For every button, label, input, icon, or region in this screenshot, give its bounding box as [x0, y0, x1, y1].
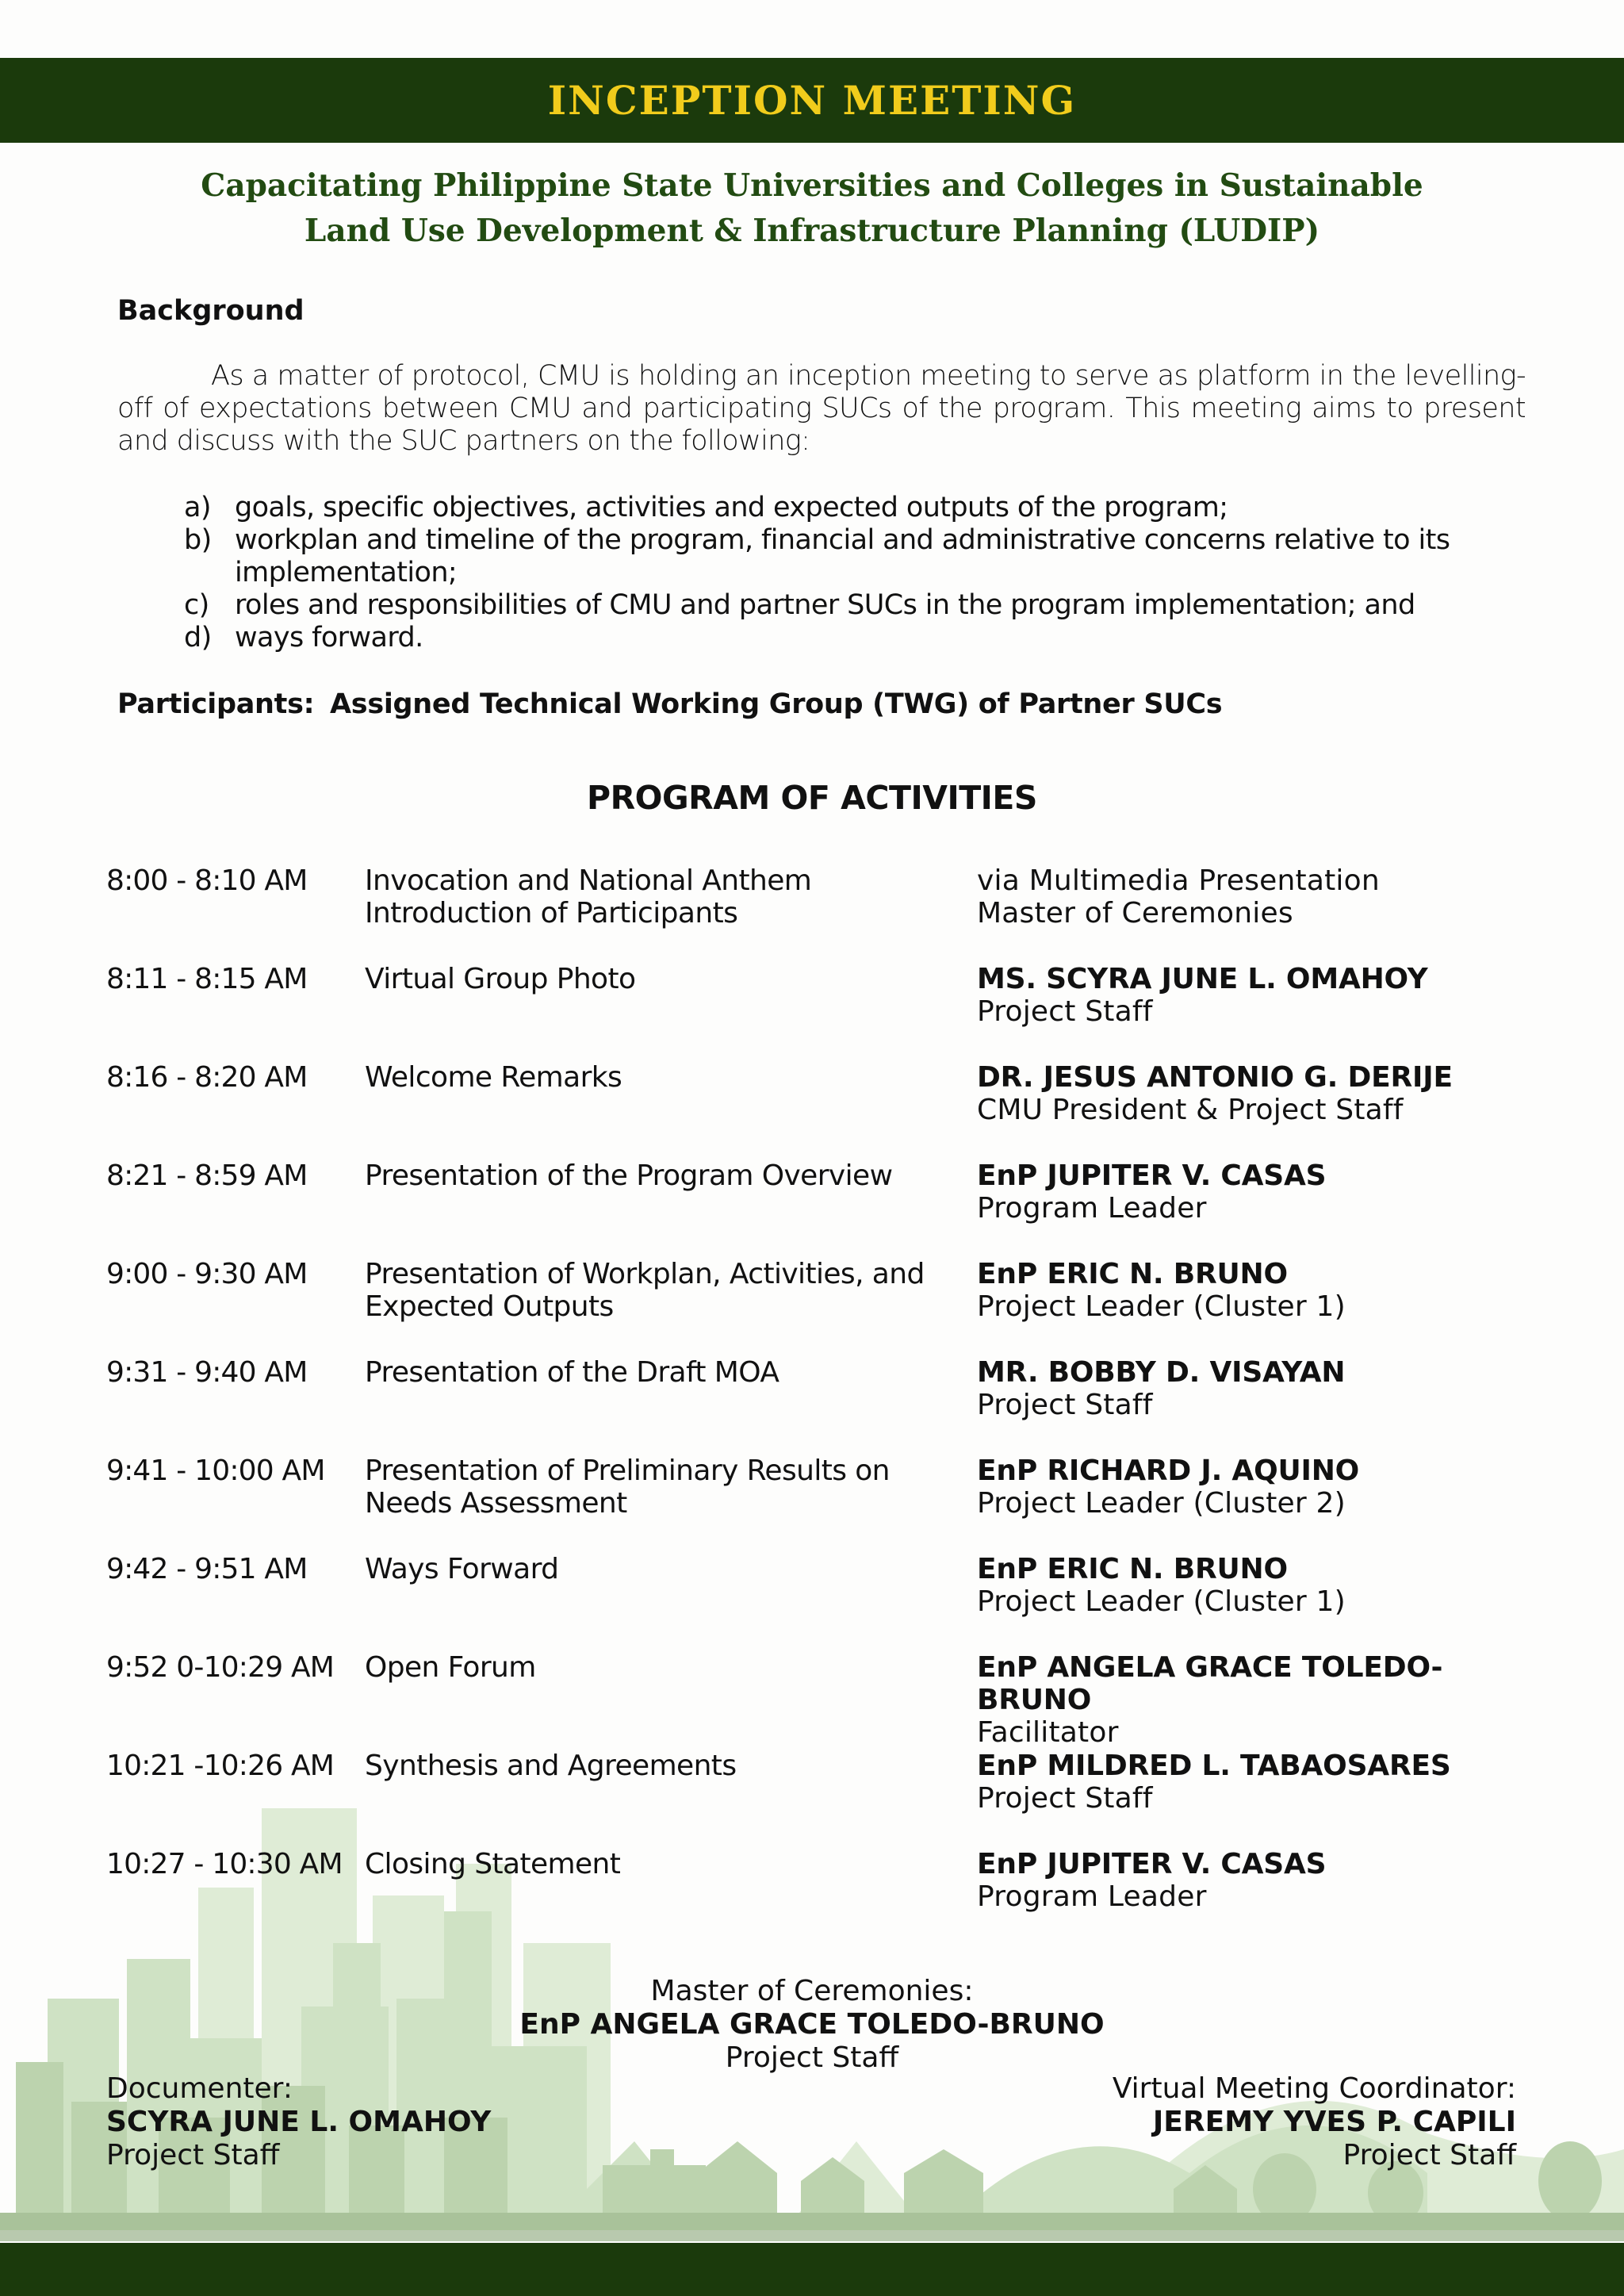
responsible-name: EnP RICHARD J. AQUINO [977, 1455, 1360, 1487]
schedule-time: 8:21 - 8:59 AM [106, 1159, 308, 1192]
objective-item [184, 589, 1516, 622]
activity-line: Ways Forward [365, 1553, 559, 1585]
subtitle-line-2: Land Use Development & Infrastructure Planning (LUDIP) [304, 213, 1320, 249]
schedule-time: 10:21 -10:26 AM [106, 1750, 335, 1782]
documenter-label: Documenter: [106, 2072, 293, 2105]
program-title: PROGRAM OF ACTIVITIES [587, 779, 1037, 817]
schedule-row [106, 1356, 1534, 1443]
mc-label: Master of Ceremonies: [650, 1975, 974, 2007]
objective-text: roles and responsibilities of CMU and partner SUCs in the program implementation; and [235, 589, 1415, 621]
activity-line: Presentation of the Draft MOA [365, 1356, 779, 1389]
schedule-row [106, 1651, 1534, 1749]
schedule-row [106, 1848, 1534, 1935]
responsible-role: Project Leader (Cluster 1) [977, 1290, 1346, 1323]
objective-item [184, 492, 1516, 524]
objective-letter: b) [184, 524, 212, 556]
schedule-row [106, 1061, 1534, 1148]
objective-text: goals, specific objectives, activities and expected outputs of the program; [235, 492, 1228, 523]
activity-line: Welcome Remarks [365, 1061, 622, 1094]
objectives-list [184, 492, 1516, 654]
schedule-responsible [977, 1258, 1548, 1323]
responsible-name: EnP ANGELA GRACE TOLEDO-BRUNO [977, 1651, 1443, 1716]
title-banner [0, 58, 1624, 143]
schedule-time: 9:42 - 9:51 AM [106, 1553, 308, 1585]
schedule-activity [365, 1159, 967, 1192]
schedule-activity [365, 864, 967, 930]
schedule-time: 9:00 - 9:30 AM [106, 1258, 308, 1290]
documenter-block [106, 2072, 491, 2172]
responsible-role: CMU President & Project Staff [977, 1094, 1404, 1126]
schedule-responsible [977, 1356, 1548, 1421]
document-title: INCEPTION MEETING [547, 77, 1077, 124]
mc-name: EnP ANGELA GRACE TOLEDO-BRUNO [519, 2008, 1105, 2041]
schedule-responsible [977, 1848, 1548, 1913]
document-subtitle [0, 163, 1624, 254]
schedule-activity [365, 963, 967, 995]
responsible-role: Project Leader (Cluster 2) [977, 1487, 1346, 1520]
activity-line: Presentation of Workplan, Activities, and [365, 1258, 925, 1290]
activity-line: Virtual Group Photo [365, 963, 636, 995]
documenter-role: Project Staff [106, 2139, 280, 2171]
responsible-role: Project Leader (Cluster 1) [977, 1585, 1346, 1618]
background-paragraph: As a matter of protocol, CMU is holding an inception meeting to serve as platform in the levelling-off of expectations between CMU and participating SUCs of the program. This meeting aims to present and discuss with the SUC partners on the following: [117, 360, 1526, 457]
objective-item [184, 622, 1516, 654]
objective-text: ways forward. [235, 622, 423, 654]
activity-line: Invocation and National Anthem [365, 864, 812, 897]
schedule-responsible [977, 864, 1548, 930]
activity-line: Introduction of Participants [365, 897, 738, 930]
objective-letter: d) [184, 622, 212, 654]
schedule-responsible [977, 1553, 1548, 1618]
subtitle-line-1: Capacitating Philippine State Universities and Colleges in Sustainable [201, 167, 1423, 204]
master-of-ceremonies-block [0, 1975, 1624, 2075]
responsible-name: DR. JESUS ANTONIO G. DERIJE [977, 1061, 1453, 1094]
schedule-time: 8:11 - 8:15 AM [106, 963, 308, 995]
objective-letter: c) [184, 589, 209, 621]
schedule-responsible [977, 1651, 1548, 1749]
schedule-time: 9:52 0-10:29 AM [106, 1651, 335, 1684]
responsible-name: MS. SCYRA JUNE L. OMAHOY [977, 963, 1428, 995]
responsible-role: Program Leader [977, 1880, 1207, 1913]
virtual-meeting-coordinator-block [1113, 2072, 1516, 2172]
schedule-time: 9:31 - 9:40 AM [106, 1356, 308, 1389]
coordinator-label: Virtual Meeting Coordinator: [1112, 2072, 1516, 2105]
objective-item [184, 524, 1516, 589]
schedule-time: 8:00 - 8:10 AM [106, 864, 308, 897]
schedule-responsible [977, 1455, 1548, 1520]
responsible-name: MR. BOBBY D. VISAYAN [977, 1356, 1346, 1389]
schedule-activity [365, 1553, 967, 1585]
schedule-row [106, 1258, 1534, 1345]
responsible-name: EnP JUPITER V. CASAS [977, 1848, 1327, 1880]
schedule-responsible [977, 1750, 1548, 1815]
responsible-name: EnP JUPITER V. CASAS [977, 1159, 1327, 1192]
participants-line [117, 688, 1222, 720]
responsible-role: Facilitator [977, 1716, 1119, 1749]
schedule-time: 10:27 - 10:30 AM [106, 1848, 343, 1880]
objective-letter: a) [184, 492, 211, 523]
schedule-activity [365, 1651, 967, 1684]
schedule-activity [365, 1455, 967, 1520]
coordinator-name: JEREMY YVES P. CAPILI [1152, 2106, 1516, 2138]
mc-role: Project Staff [725, 2041, 899, 2074]
schedule-responsible [977, 963, 1548, 1028]
activity-line: Expected Outputs [365, 1290, 614, 1323]
coordinator-role: Project Staff [1342, 2139, 1516, 2171]
responsible-role: Project Staff [977, 995, 1153, 1028]
schedule-activity [365, 1061, 967, 1094]
responsible-name: EnP ERIC N. BRUNO [977, 1258, 1288, 1290]
background-heading: Background [117, 295, 304, 327]
participants-label: Participants: [117, 688, 315, 720]
schedule-responsible [977, 1061, 1548, 1126]
documenter-name: SCYRA JUNE L. OMAHOY [106, 2106, 492, 2138]
schedule-row [106, 1750, 1534, 1837]
schedule-row [106, 864, 1534, 952]
activity-line: Presentation of Preliminary Results on [365, 1455, 890, 1487]
activity-line: Closing Statement [365, 1848, 621, 1880]
objective-text: workplan and timeline of the program, financial and administrative concerns relative to its implementation; [235, 524, 1450, 588]
schedule-time: 8:16 - 8:20 AM [106, 1061, 308, 1094]
activity-line: Open Forum [365, 1651, 536, 1684]
schedule-activity [365, 1258, 967, 1323]
schedule-time: 9:41 - 10:00 AM [106, 1455, 325, 1487]
bottom-banner [0, 2243, 1624, 2296]
activity-line: Presentation of the Program Overview [365, 1159, 893, 1192]
responsible-role: Project Staff [977, 1782, 1153, 1815]
responsible-role: via Multimedia Presentation [977, 864, 1380, 897]
schedule-row [106, 1159, 1534, 1247]
schedule-row [106, 1553, 1534, 1640]
activity-line: Needs Assessment [365, 1487, 627, 1520]
responsible-role: Project Staff [977, 1389, 1153, 1421]
responsible-name: EnP MILDRED L. TABAOSARES [977, 1750, 1451, 1782]
schedule-activity [365, 1848, 967, 1880]
responsible-name: EnP ERIC N. BRUNO [977, 1553, 1288, 1585]
activity-line: Synthesis and Agreements [365, 1750, 737, 1782]
schedule-row [106, 1455, 1534, 1542]
responsible-role: Master of Ceremonies [977, 897, 1293, 930]
participants-value: Assigned Technical Working Group (TWG) of Partner SUCs [330, 688, 1223, 720]
responsible-role: Program Leader [977, 1192, 1207, 1225]
ground-stripe [0, 2230, 1624, 2241]
schedule-responsible [977, 1159, 1548, 1225]
schedule-activity [365, 1750, 967, 1782]
schedule-activity [365, 1356, 967, 1389]
schedule-row [106, 963, 1534, 1050]
